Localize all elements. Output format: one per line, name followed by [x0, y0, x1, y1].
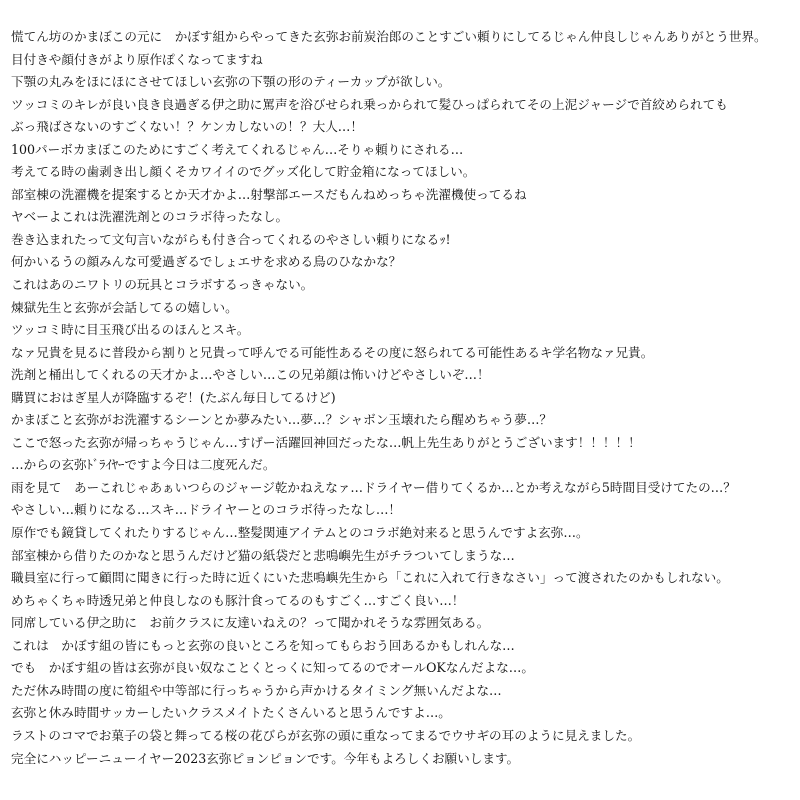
text-line: 目付きや顔付きがより原作ぽくなってますね	[11, 51, 263, 67]
document-body	[11, 26, 793, 770]
text-line: めちゃくちゃ時透兄弟と仲良しなのも豚汁食ってるのもすごく…すごく良い…！	[11, 592, 465, 608]
text-line: 職員室に行って顧問に聞きに行った時に近くにいた悲鳴嶼先生から「これに入れて行きなさい」って渡されたのかもしれない。	[11, 570, 729, 586]
text-line: 100パーボカまぼこのためにすごく考えてくれるじゃん…そりゃ頼りにされる…	[11, 141, 464, 157]
text-line: 原作でも鏡貸してくれたりするじゃん…整髪関連アイテムとのコラボ絶対来ると思うんですよ玄弥…。	[11, 525, 589, 541]
text-line: 玄弥と休み時間サッカーしたいクラスメイトたくさんいると思うんですよ…。	[11, 705, 451, 721]
text-line: 慌てん坊のかまぼこの元に かぼす組からやってきた玄弥お前炭治郎のことすごい頼りにしてるじゃん仲良しじゃんありがとう世界。	[11, 29, 767, 44]
text-line: ラストのコマでお菓子の袋と舞ってる桜の花びらが玄弥の頭に重なってまるでウサギの耳のように見えました。	[11, 727, 641, 743]
text-line: 洗剤と桶出してくれるの天才かよ…やさしい…この兄弟顔は怖いけどやさしいぞ…！	[11, 367, 490, 383]
text-line: でも かぼす組の皆は玄弥が良い奴なことくとっくに知ってるのでオールOKなんだよな…。	[11, 660, 534, 676]
text-line: 部室棟の洗濯機を提案するとか天才かよ…射撃部エースだもんねめっちゃ洗濯機使ってるね	[11, 186, 527, 202]
text-line: …からの玄弥ﾄﾞﾗｲﾔｰですよ今日は二度死んだ。	[11, 457, 276, 473]
text-line: これはあのニワトリの玩具とコラボするっきゃない。	[11, 277, 314, 293]
text-line: 下顎の丸みをほにほにさせてほしい玄弥の下顎の形のティーカップが欲しい。	[11, 74, 451, 90]
text-line: ここで怒った玄弥が帰っちゃうじゃん…すげー活躍回神回だったな…帆上先生ありがとうございます！！！！！	[11, 434, 641, 450]
text-line: ぶっ飛ばさないのすごくない！？ケンカしないの！？大人…！	[11, 119, 363, 135]
text-line: これは かぼす組の皆にもっと玄弥の良いところを知ってもらおう回あるかもしれんな…	[11, 637, 515, 653]
text-line: 考えてる時の歯剥き出し顔くそカワイイのでグッズ化して貯金箱になってほしい。	[11, 164, 476, 180]
text-line: 巻き込まれたって文句言いながらも付き合ってくれるのやさしい頼りになるｯ!	[11, 231, 451, 247]
text-line: 同席している伊之助に お前クラスに友達いねえの？って聞かれそうな雰囲気ある。	[11, 615, 490, 631]
text-line: 部室棟から借りたのかなと思うんだけど猫の紙袋だと悲鳴嶼先生がチラついてしまうな…	[11, 547, 515, 563]
text-line: ツッコミのキレが良い良き良過ぎる伊之助に罵声を浴びせられ乗っかられて髪ひっぱられてその上泥ジャージで首絞められても	[11, 96, 728, 112]
text-line: かまぼこと玄弥がお洗濯するシーンとか夢みたい…夢…？シャボン玉壊れたら醒めちゃう夢…？	[11, 412, 553, 428]
text-line: やさしい…頼りになる…スキ…ドライヤーとのコラボ待ったなし…！	[11, 502, 402, 518]
text-line: 煉獄先生と玄弥が会話してるの嬉しい。	[11, 299, 238, 315]
text-line: ツッコミ時に目玉飛び出るのほんとスキ。	[11, 322, 250, 338]
text-line: 雨を見て あーこれじゃあぁいつらのジャージ乾かねえなァ…ドライヤー借りてくるか…とか考えながら5時間目受けてたの…？	[11, 479, 736, 495]
text-line: 購買におはぎ星人が降臨するぞ！(たぶん毎日してるけど)	[11, 389, 336, 405]
text-line: なァ兄貴を見るに普段から割りと兄貴って呼んでる可能性あるその度に怒られてる可能性あるキ学名物なァ兄貴。	[11, 344, 654, 360]
text-line: 完全にハッピーニューイヤー2023玄弥ピョンピョンです。今年もよろしくお願いします。	[11, 750, 520, 766]
text-line: ただ休み時間の度に筍組や中等部に行っちゃうから声かけるタイミング無いんだよな…	[11, 682, 502, 698]
text-line: 何かいるうの顔みんな可愛過ぎるでしょエサを求める鳥のひなかな？	[11, 254, 402, 270]
text-line: ヤベーよこれは洗濯洗剤とのコラボ待ったなし。	[11, 209, 289, 225]
